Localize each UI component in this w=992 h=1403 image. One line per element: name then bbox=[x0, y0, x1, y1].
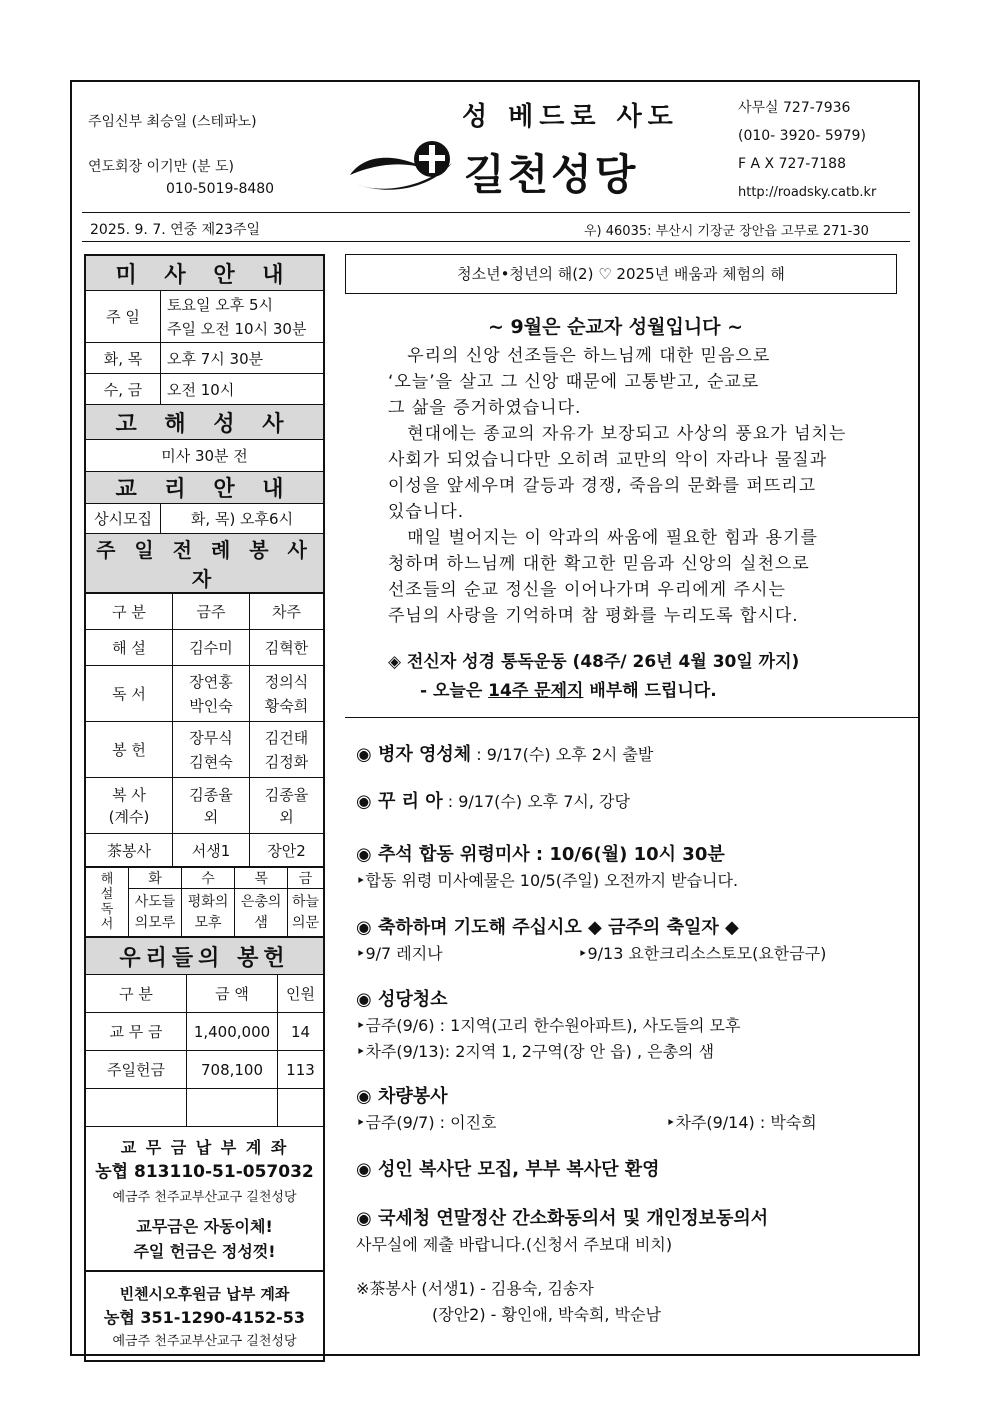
explain-group: 은총의 샘 bbox=[235, 889, 288, 937]
left-info-panel bbox=[84, 254, 325, 1362]
date-divider bbox=[82, 241, 910, 242]
theme-banner: 청소년•청년의 해(2) ♡ 2025년 배움과 체험의 해 bbox=[345, 254, 897, 294]
server-role: 복 사 (계수) bbox=[86, 778, 173, 834]
cleaning-item: ‣금주(9/6) : 1지역(고리 한수원아파트), 사도들의 모후 bbox=[356, 1016, 741, 1035]
explain-day: 목 bbox=[235, 868, 288, 889]
confession-time: 미사 30분 전 bbox=[86, 440, 324, 472]
headline: ~ 9월은 순교자 성월입니다 ~ bbox=[488, 316, 744, 338]
mobile-phone: (010- 3920- 5979) bbox=[738, 128, 866, 144]
explain-day: 금 bbox=[288, 868, 324, 889]
offering-amount: 708,100 bbox=[187, 1051, 278, 1089]
notice-tax: ◉ 국세청 연말정산 간소화동의서 및 개인정보동의서 bbox=[356, 1208, 769, 1229]
paragraph-line: 사회가 되었습니다만 오히려 교만의 악이 자라나 물질과 bbox=[388, 450, 828, 470]
server-this: 김수미 bbox=[173, 630, 250, 666]
notice-curia bbox=[356, 787, 630, 813]
bible-handout bbox=[420, 676, 717, 701]
mass-title: 미 사 안 내 bbox=[86, 256, 324, 291]
account-holder: 예금주 천주교부산교구 길천성당 bbox=[112, 1190, 297, 1205]
offering-count: 14 bbox=[278, 1013, 324, 1051]
confession-title: 고 해 성 사 bbox=[86, 405, 324, 440]
feast-day-item: ‣9/13 요한크리소스토모(요한금구) bbox=[578, 944, 827, 963]
paragraph-line: 우리의 신앙 선조들은 하느님께 대한 믿음으로 bbox=[388, 346, 771, 366]
mass-time: 오후 7시 30분 bbox=[161, 343, 324, 374]
server-next: 김혁한 bbox=[250, 630, 324, 666]
notice-sick-communion bbox=[356, 740, 653, 766]
server-this: 장연홍 박인숙 bbox=[173, 666, 250, 722]
server-this: 장무식 김현숙 bbox=[173, 722, 250, 778]
server-next: 김종율 외 bbox=[250, 778, 324, 834]
mass-day: 화, 목 bbox=[86, 343, 161, 374]
office-phone: 사무실 727-7936 bbox=[738, 100, 851, 116]
offering-label: 교 무 금 bbox=[86, 1013, 187, 1051]
doctrine-title: 교 리 안 내 bbox=[86, 472, 324, 504]
paragraph-line: 선조들의 순교 정신을 이어나가며 우리에게 주시는 bbox=[388, 580, 786, 600]
explain-day: 화 bbox=[129, 868, 182, 889]
servers-head: 금주 bbox=[173, 594, 250, 630]
doctrine-label: 상시모집 bbox=[86, 504, 161, 534]
right-divider bbox=[345, 717, 918, 718]
notice-tail: : 9/17(수) 오후 2시 출발 bbox=[471, 745, 654, 764]
mass-time: 오전 10시 bbox=[161, 374, 324, 405]
paragraph-line: 청하며 하느님께 대한 확고한 믿음과 신앙의 실천으로 bbox=[388, 554, 810, 574]
offering-title: 우리들의 봉헌 bbox=[86, 938, 324, 975]
notice-tax-sub: 사무실에 제출 바랍니다.(신청서 주보대 비치) bbox=[356, 1235, 673, 1254]
car-service-item: ‣차주(9/14) : 박숙희 bbox=[666, 1113, 817, 1132]
cleaning-item: ‣차주(9/13): 2지역 1, 2구역(장 안 읍) , 은총의 샘 bbox=[356, 1042, 715, 1061]
server-next: 장안2 bbox=[250, 834, 324, 867]
chair: 연도회장 이기만 (분 도) bbox=[88, 159, 234, 175]
martyr-paragraph bbox=[388, 343, 846, 629]
server-role: 독 서 bbox=[86, 666, 173, 722]
notice-feast-days: ◉ 축하하며 기도해 주십시오 ◆ 금주의 축일자 ◆ bbox=[356, 917, 739, 938]
account-number: 농협 813110-51-057032 bbox=[95, 1162, 314, 1182]
fax: F A X 727-7188 bbox=[738, 156, 846, 172]
explain-day: 수 bbox=[182, 868, 235, 889]
mass-time: 토요일 오후 5시 bbox=[167, 295, 274, 314]
explain-label: 해 설 독 서 bbox=[86, 868, 129, 937]
offering-head: 인원 bbox=[278, 975, 324, 1013]
server-this: 서생1 bbox=[173, 834, 250, 867]
issue-date: 2025. 9. 7. 연중 제23주일 bbox=[90, 222, 261, 238]
feast-day-item: ‣9/7 레지나 bbox=[356, 944, 443, 963]
server-role: 해 설 bbox=[86, 630, 173, 666]
server-role: 茶봉사 bbox=[86, 834, 173, 867]
bible-handout-pre: - 오늘은 bbox=[420, 681, 489, 701]
notice-memorial-mass: ◉ 추석 합동 위령미사 : 10/6(월) 10시 30분 bbox=[356, 844, 725, 865]
tea-service-2: (장안2) - 황인애, 박숙희, 박순남 bbox=[432, 1305, 661, 1324]
paragraph-line: 그 삶을 증거하였습니다. bbox=[388, 398, 582, 418]
server-this: 김종율 외 bbox=[173, 778, 250, 834]
paragraph-line: 있습니다. bbox=[388, 502, 465, 522]
paragraph-line: 주님의 사랑을 기억하며 참 평화를 누리도록 합시다. bbox=[388, 606, 799, 626]
notice-memorial-sub: ‣합동 위령 미사예물은 10/5(주일) 오전까지 받습니다. bbox=[356, 871, 739, 890]
offering-head: 금 액 bbox=[187, 975, 278, 1013]
paragraph-line: 이성을 앞세우며 갈등과 경쟁, 죽음의 문화를 퍼뜨리고 bbox=[388, 476, 817, 496]
servers-title: 주 일 전 례 봉 사 자 bbox=[86, 534, 324, 593]
explain-group: 하늘 의문 bbox=[288, 889, 324, 937]
vincent-number: 농협 351-1290-4152-53 bbox=[103, 1308, 306, 1327]
vincent-title: 빈첸시오후원금 납부 계좌 bbox=[119, 1285, 290, 1303]
auto-transfer-note: 교무금은 자동이체! bbox=[136, 1217, 273, 1236]
server-role: 봉 헌 bbox=[86, 722, 173, 778]
offering-count: 113 bbox=[278, 1051, 324, 1089]
chair-phone: 010-5019-8480 bbox=[166, 181, 275, 197]
paragraph-line: 현대에는 종교의 자유가 보장되고 사상의 풍요가 넘치는 bbox=[388, 424, 847, 444]
paragraph-line: 매일 벌어지는 이 악과의 싸움에 필요한 힘과 용기를 bbox=[388, 528, 818, 548]
mass-day: 주 일 bbox=[86, 291, 161, 343]
explain-group: 사도들 의모루 bbox=[129, 889, 182, 937]
website-link[interactable]: http://roadsky.catb.kr bbox=[738, 185, 877, 200]
notice-head: ◉ 꾸 리 아 bbox=[356, 791, 443, 812]
servers-head: 차주 bbox=[250, 594, 324, 630]
offering-note: 주일 헌금은 정성껏! bbox=[133, 1242, 276, 1261]
bible-campaign: ◈ 전신자 성경 통독운동 (48주/ 26년 4월 30일 까지) bbox=[388, 652, 800, 672]
offering-label: 주일헌금 bbox=[86, 1051, 187, 1089]
mass-day: 수, 금 bbox=[86, 374, 161, 405]
notice-altar-servers: ◉ 성인 복사단 모집, 부부 복사단 환영 bbox=[356, 1159, 660, 1180]
notice-head: ◉ 병자 영성체 bbox=[356, 744, 472, 765]
title-main: 길천성당 bbox=[464, 150, 639, 199]
servers-head: 구 분 bbox=[86, 594, 173, 630]
bible-handout-post: 배부해 드립니다. bbox=[583, 681, 717, 701]
pastor: 주임신부 최승일 (스테파노) bbox=[88, 114, 257, 130]
vincent-holder: 예금주 천주교부산교구 길천성당 bbox=[112, 1334, 297, 1349]
header-divider bbox=[82, 212, 910, 213]
mass-time: 주일 오전 10시 30분 bbox=[167, 319, 307, 338]
title-top: 성 베드로 사도 bbox=[462, 102, 679, 132]
paragraph-line: ‘오늘’을 살고 그 신앙 때문에 고통받고, 순교로 bbox=[388, 372, 760, 392]
tea-service-1: ※茶봉사 (서생1) - 김용숙, 김송자 bbox=[356, 1279, 594, 1298]
bible-handout-emphasis: 14주 문제지 bbox=[488, 681, 584, 701]
car-service-item: ‣금주(9/7) : 이진호 bbox=[356, 1113, 497, 1132]
account-title: 교 무 금 납 부 계 좌 bbox=[120, 1138, 289, 1157]
server-next: 김건태 김정화 bbox=[250, 722, 324, 778]
notice-cleaning: ◉ 성당청소 bbox=[356, 989, 448, 1010]
explain-group: 평화의 모후 bbox=[182, 889, 235, 937]
notice-car-service: ◉ 차량봉사 bbox=[356, 1086, 448, 1107]
offering-head: 구 분 bbox=[86, 975, 187, 1013]
notice-tail: : 9/17(수) 오후 7시, 강당 bbox=[442, 792, 630, 811]
offering-amount: 1,400,000 bbox=[187, 1013, 278, 1051]
doctrine-time: 화, 목) 오후6시 bbox=[161, 504, 324, 534]
address: 우) 46035: 부산시 기장군 장안읍 고무로 271-30 bbox=[584, 224, 869, 239]
server-next: 정의식 황숙희 bbox=[250, 666, 324, 722]
church-logo-icon bbox=[348, 135, 460, 195]
